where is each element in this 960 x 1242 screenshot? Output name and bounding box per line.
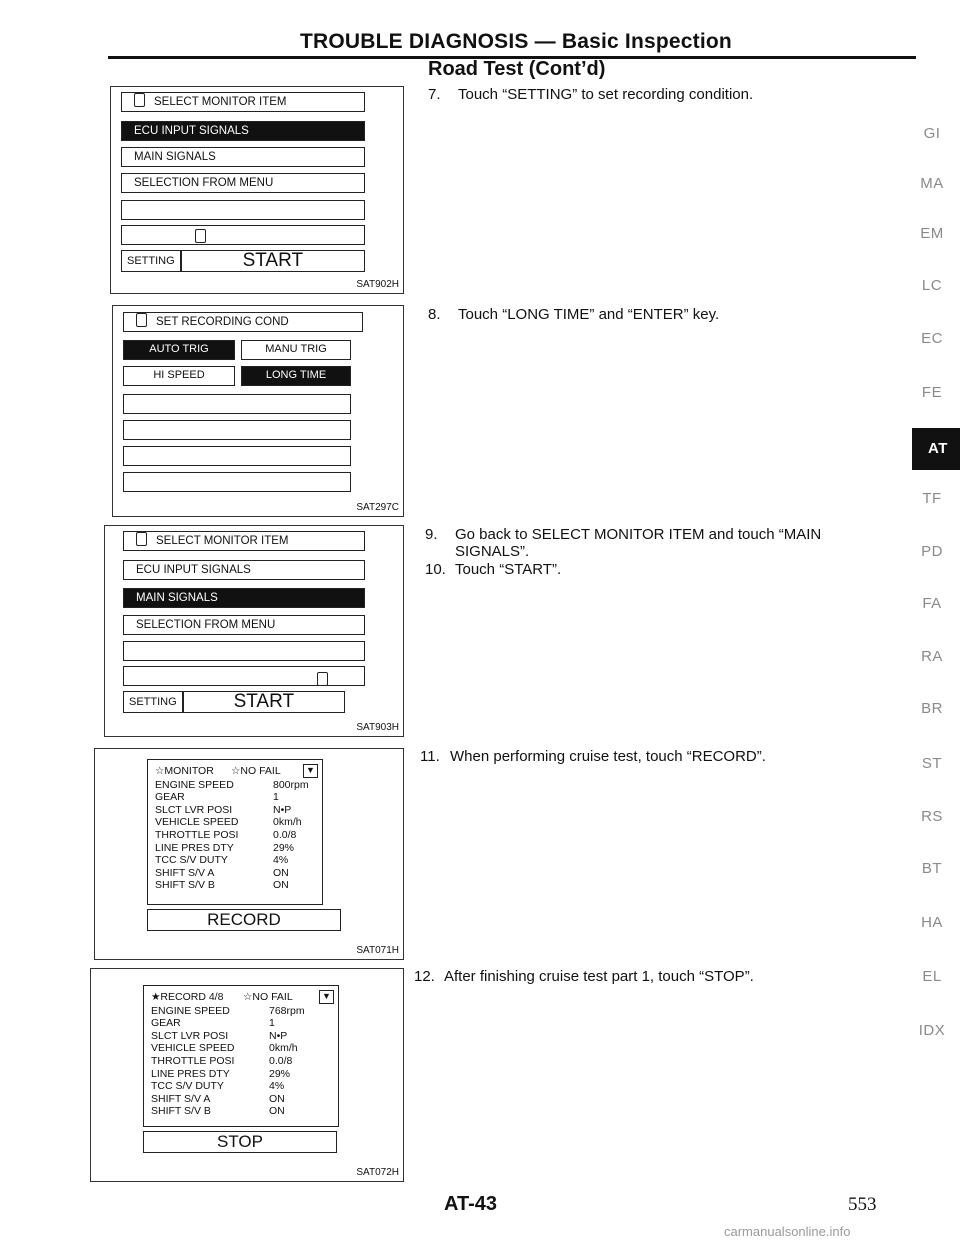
monitor-panel [147,759,323,905]
monitor-key: SLCT LVR POSI [155,803,233,816]
monitor-row [151,1017,332,1030]
tab-tf[interactable]: TF [922,490,942,507]
monitor-value: 768rpm [269,1004,305,1017]
start-button[interactable]: START [242,250,304,271]
monitor-key: VEHICLE SPEED [151,1042,235,1055]
tab-ma[interactable]: MA [920,175,944,192]
figure-code: SAT297C [356,502,399,513]
manu-trig-button[interactable]: MANU TRIG [241,340,351,360]
monitor-key: SHIFT S/V A [155,866,215,879]
menu-empty-row [121,200,365,220]
monitor-key: VEHICLE SPEED [155,816,239,829]
tab-em[interactable]: EM [920,225,944,242]
monitor-rows [155,779,316,892]
checkbox-icon[interactable]: ▼ [303,764,318,778]
monitor-row [151,1030,332,1043]
monitor-value: 0km/h [273,816,302,829]
monitor-row [151,1080,332,1093]
hand-icon [136,313,147,327]
hand-icon [136,532,147,546]
monitor-row [151,1093,332,1106]
monitor-row [151,1068,332,1081]
monitor-value: 0.0/8 [269,1054,293,1067]
hi-speed-button[interactable]: HI SPEED [123,366,235,386]
step-12: 12. After finishing cruise test part 1, touch “STOP”. [414,968,754,985]
tab-ha[interactable]: HA [921,914,943,931]
tab-fa[interactable]: FA [922,595,942,612]
monitor-key: SHIFT S/V B [151,1105,211,1118]
monitor-row [151,1055,332,1068]
monitor-key: LINE PRES DTY [151,1067,230,1080]
step-10: 10. Touch “START”. [425,561,562,578]
monitor-value: 0.0/8 [273,828,297,841]
menu-ecu-input-signals[interactable]: ECU INPUT SIGNALS [123,560,365,580]
monitor-value: ON [273,879,289,892]
monitor-key: THROTTLE POSI [155,828,239,841]
tab-bt[interactable]: BT [921,860,943,877]
monitor-key: SLCT LVR POSI [151,1029,229,1042]
monitor-row [155,867,316,880]
tab-pd[interactable]: PD [921,543,943,560]
setting-start-row [123,691,345,713]
monitor-row [155,804,316,817]
empty-row [123,394,351,414]
select-monitor-item-header: SELECT MONITOR ITEM [123,531,365,551]
step-9: 9. Go back to SELECT MONITOR ITEM and touch “MAIN [425,526,822,543]
monitor-row [155,829,316,842]
tab-st[interactable]: ST [921,755,943,772]
figure-code: SAT903H [356,722,399,733]
monitor-rows [151,1005,332,1118]
stop-button[interactable]: STOP [143,1131,337,1153]
record-button[interactable]: RECORD [147,909,341,931]
monitor-value: 4% [269,1080,285,1093]
figure-code: SAT072H [356,1167,399,1178]
monitor-key: TCC S/V DUTY [151,1080,224,1093]
menu-ecu-input-signals[interactable]: ECU INPUT SIGNALS [121,121,365,141]
monitor-key: LINE PRES DTY [155,841,234,854]
setting-button[interactable]: SETTING [124,692,184,712]
monitor-row [155,779,316,792]
checkbox-icon[interactable]: ▼ [319,990,334,1004]
figure-monitor-record [94,748,404,960]
monitor-value: ON [269,1105,285,1118]
monitor-value: 4% [273,854,289,867]
setting-button[interactable]: SETTING [122,251,182,271]
figure-select-monitor-1 [110,86,404,294]
monitor-row [151,1005,332,1018]
menu-empty-row [123,666,365,686]
tab-gi[interactable]: GI [923,125,941,142]
monitor-row [155,791,316,804]
monitor-row [151,1042,332,1055]
watermark: carmanualsonline.info [724,1224,851,1239]
step-8: 8. Touch “LONG TIME” and “ENTER” key. [428,306,720,323]
menu-main-signals[interactable]: MAIN SIGNALS [123,588,365,608]
figure-set-recording-cond [112,305,404,517]
monitor-value: ON [273,866,289,879]
figure-select-monitor-2 [104,525,404,737]
page-id: AT-43 [444,1193,497,1215]
setting-start-row [121,250,365,272]
step-9-cont: SIGNALS”. [455,543,530,560]
hand-icon [317,672,328,686]
set-recording-cond-header: SET RECORDING COND [123,312,363,332]
monitor-row [155,854,316,867]
page-title: TROUBLE DIAGNOSIS — Basic Inspection [300,30,732,53]
step-7: 7. Touch “SETTING” to set recording condition. [428,86,754,103]
tab-ra[interactable]: RA [921,648,943,665]
monitor-row [151,1105,332,1118]
tab-el[interactable]: EL [922,968,942,985]
section-subtitle: Road Test (Cont’d) [428,58,606,80]
auto-trig-button[interactable]: AUTO TRIG [123,340,235,360]
figure-monitor-stop [90,968,404,1182]
figure-code: SAT902H [356,279,399,290]
select-monitor-item-header: SELECT MONITOR ITEM [121,92,365,112]
monitor-header: ☆MONITOR ☆NO FAIL [155,765,281,777]
tab-ec[interactable]: EC [921,330,943,347]
monitor-value: 1 [269,1017,275,1030]
tab-at[interactable]: AT [912,428,960,470]
monitor-value: N•P [269,1029,288,1042]
menu-selection-from-menu[interactable]: SELECTION FROM MENU [123,615,365,635]
monitor-key: TCC S/V DUTY [155,854,228,867]
menu-selection-from-menu[interactable]: SELECTION FROM MENU [121,173,365,193]
figure-code: SAT071H [356,945,399,956]
tab-lc[interactable]: LC [921,277,943,294]
page-number: 553 [848,1194,877,1215]
start-button[interactable]: START [233,691,295,712]
empty-row [123,446,351,466]
monitor-key: GEAR [151,1017,181,1030]
monitor-value: 800rpm [273,778,309,791]
monitor-value: 0km/h [269,1042,298,1055]
menu-main-signals[interactable]: MAIN SIGNALS [121,147,365,167]
tab-idx[interactable]: IDX [918,1022,946,1039]
step-11: 11. When performing cruise test, touch “RECORD”. [420,748,766,765]
monitor-key: GEAR [155,791,185,804]
monitor-panel [143,985,339,1127]
menu-empty-row [121,225,365,245]
hand-icon [134,93,145,107]
menu-empty-row [123,641,365,661]
monitor-key: SHIFT S/V A [151,1092,211,1105]
monitor-value: 29% [273,841,295,854]
empty-row [123,472,351,492]
monitor-key: SHIFT S/V B [155,879,215,892]
monitor-row [155,879,316,892]
tab-fe[interactable]: FE [921,384,943,401]
monitor-key: THROTTLE POSI [151,1054,235,1067]
empty-row [123,420,351,440]
monitor-header: ★RECORD 4/8 ☆NO FAIL [151,991,293,1003]
long-time-button[interactable]: LONG TIME [241,366,351,386]
monitor-value: 1 [273,791,279,804]
monitor-row [155,816,316,829]
monitor-key: ENGINE SPEED [151,1004,230,1017]
monitor-key: ENGINE SPEED [155,778,234,791]
tab-br[interactable]: BR [921,700,943,717]
tab-rs[interactable]: RS [921,808,943,825]
hand-icon [195,229,206,243]
monitor-value: ON [269,1092,285,1105]
monitor-value: 29% [269,1067,291,1080]
monitor-value: N•P [273,803,292,816]
monitor-row [155,842,316,855]
